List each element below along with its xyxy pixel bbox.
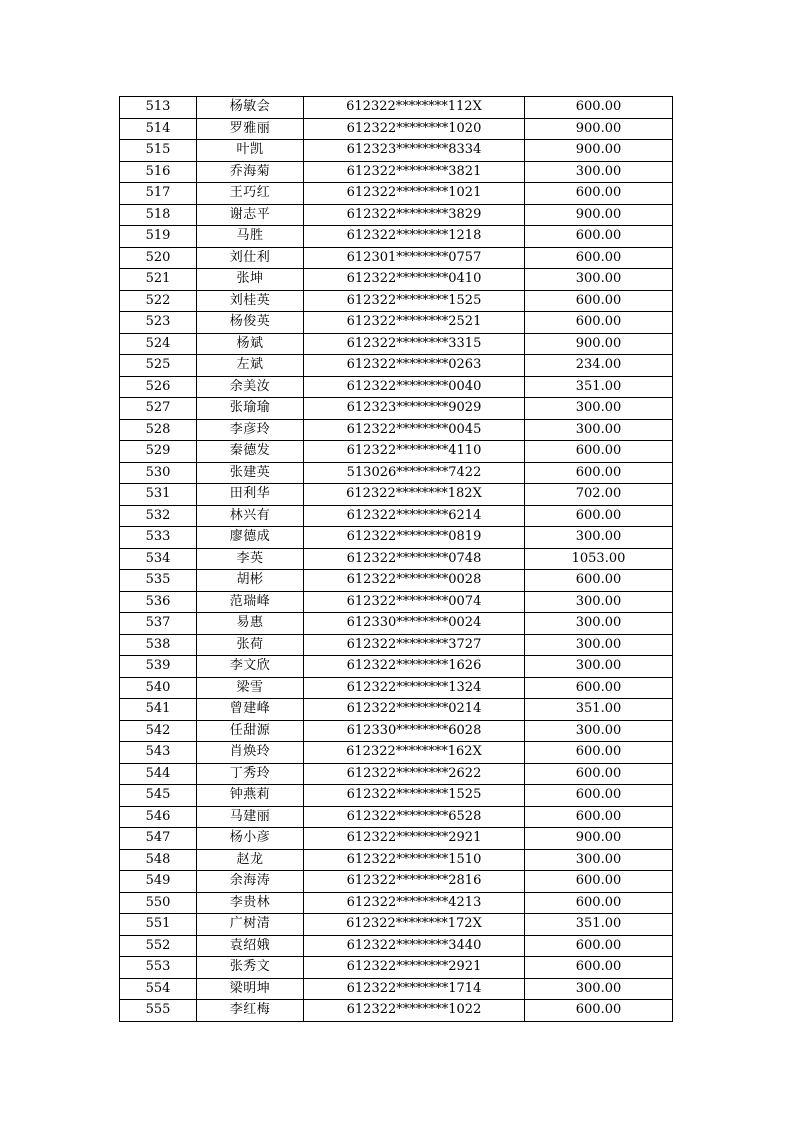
name-cell: 范瑞峰 [197, 591, 304, 613]
amount-cell: 1053.00 [525, 548, 673, 570]
name-cell: 叶凯 [197, 140, 304, 162]
name-cell: 马胜 [197, 226, 304, 248]
name-cell: 袁绍娥 [197, 935, 304, 957]
table-row [120, 935, 673, 957]
id-number-cell: 612322********3821 [304, 161, 525, 183]
id-number-cell: 612322********3440 [304, 935, 525, 957]
serial-number-cell: 540 [120, 677, 197, 699]
id-number-cell: 612322********2921 [304, 828, 525, 850]
name-cell: 李彦玲 [197, 419, 304, 441]
table-row [120, 204, 673, 226]
name-cell: 余海涛 [197, 871, 304, 893]
id-number-cell: 612330********6028 [304, 720, 525, 742]
table-row [120, 97, 673, 119]
amount-cell: 234.00 [525, 355, 673, 377]
serial-number-cell: 531 [120, 484, 197, 506]
table-row [120, 226, 673, 248]
serial-number-cell: 523 [120, 312, 197, 334]
table-row [120, 441, 673, 463]
serial-number-cell: 537 [120, 613, 197, 635]
amount-cell: 300.00 [525, 527, 673, 549]
table-row [120, 806, 673, 828]
amount-cell: 351.00 [525, 699, 673, 721]
serial-number-cell: 546 [120, 806, 197, 828]
id-number-cell: 612322********162X [304, 742, 525, 764]
name-cell: 梁明坤 [197, 978, 304, 1000]
name-cell: 左斌 [197, 355, 304, 377]
id-number-cell: 612322********2521 [304, 312, 525, 334]
table-row [120, 376, 673, 398]
name-cell: 杨俊英 [197, 312, 304, 334]
records-table-body [120, 97, 673, 1022]
serial-number-cell: 526 [120, 376, 197, 398]
id-number-cell: 612323********9029 [304, 398, 525, 420]
table-row [120, 613, 673, 635]
table-row [120, 312, 673, 334]
serial-number-cell: 521 [120, 269, 197, 291]
table-row [120, 871, 673, 893]
amount-cell: 900.00 [525, 828, 673, 850]
amount-cell: 600.00 [525, 505, 673, 527]
table-row [120, 269, 673, 291]
table-row [120, 290, 673, 312]
serial-number-cell: 529 [120, 441, 197, 463]
amount-cell: 600.00 [525, 957, 673, 979]
id-number-cell: 612322********3315 [304, 333, 525, 355]
serial-number-cell: 533 [120, 527, 197, 549]
amount-cell: 300.00 [525, 269, 673, 291]
amount-cell: 702.00 [525, 484, 673, 506]
name-cell: 梁雪 [197, 677, 304, 699]
serial-number-cell: 553 [120, 957, 197, 979]
serial-number-cell: 536 [120, 591, 197, 613]
amount-cell: 600.00 [525, 677, 673, 699]
name-cell: 罗雅丽 [197, 118, 304, 140]
serial-number-cell: 517 [120, 183, 197, 205]
id-number-cell: 612322********1218 [304, 226, 525, 248]
id-number-cell: 612322********0074 [304, 591, 525, 613]
id-number-cell: 612322********1525 [304, 785, 525, 807]
table-row [120, 742, 673, 764]
serial-number-cell: 520 [120, 247, 197, 269]
id-number-cell: 612322********0263 [304, 355, 525, 377]
name-cell: 马建丽 [197, 806, 304, 828]
serial-number-cell: 528 [120, 419, 197, 441]
name-cell: 广树清 [197, 914, 304, 936]
amount-cell: 600.00 [525, 312, 673, 334]
id-number-cell: 612322********4110 [304, 441, 525, 463]
id-number-cell: 612322********1525 [304, 290, 525, 312]
id-number-cell: 612322********6528 [304, 806, 525, 828]
name-cell: 曾建峰 [197, 699, 304, 721]
table-row [120, 763, 673, 785]
serial-number-cell: 552 [120, 935, 197, 957]
amount-cell: 600.00 [525, 290, 673, 312]
name-cell: 胡彬 [197, 570, 304, 592]
amount-cell: 300.00 [525, 613, 673, 635]
id-number-cell: 612322********3727 [304, 634, 525, 656]
serial-number-cell: 530 [120, 462, 197, 484]
amount-cell: 900.00 [525, 118, 673, 140]
name-cell: 李英 [197, 548, 304, 570]
table-row [120, 785, 673, 807]
name-cell: 张荷 [197, 634, 304, 656]
name-cell: 刘仕利 [197, 247, 304, 269]
table-row [120, 677, 673, 699]
name-cell: 王巧红 [197, 183, 304, 205]
table-row [120, 118, 673, 140]
name-cell: 李贵林 [197, 892, 304, 914]
amount-cell: 600.00 [525, 763, 673, 785]
name-cell: 李红梅 [197, 1000, 304, 1022]
table-row [120, 183, 673, 205]
table-row [120, 140, 673, 162]
name-cell: 秦德发 [197, 441, 304, 463]
name-cell: 肖焕玲 [197, 742, 304, 764]
id-number-cell: 612322********4213 [304, 892, 525, 914]
serial-number-cell: 547 [120, 828, 197, 850]
records-table [119, 96, 673, 1022]
id-number-cell: 612322********0410 [304, 269, 525, 291]
serial-number-cell: 543 [120, 742, 197, 764]
table-row [120, 849, 673, 871]
table-row [120, 161, 673, 183]
table-row [120, 527, 673, 549]
id-number-cell: 612322********0040 [304, 376, 525, 398]
id-number-cell: 612322********172X [304, 914, 525, 936]
name-cell: 李文欣 [197, 656, 304, 678]
id-number-cell: 612301********0757 [304, 247, 525, 269]
id-number-cell: 612322********0819 [304, 527, 525, 549]
table-row [120, 699, 673, 721]
table-row [120, 591, 673, 613]
serial-number-cell: 515 [120, 140, 197, 162]
table-row [120, 828, 673, 850]
amount-cell: 351.00 [525, 914, 673, 936]
serial-number-cell: 534 [120, 548, 197, 570]
serial-number-cell: 551 [120, 914, 197, 936]
serial-number-cell: 554 [120, 978, 197, 1000]
amount-cell: 300.00 [525, 419, 673, 441]
table-row [120, 634, 673, 656]
table-row [120, 892, 673, 914]
id-number-cell: 612322********2622 [304, 763, 525, 785]
table-row [120, 957, 673, 979]
id-number-cell: 612322********182X [304, 484, 525, 506]
name-cell: 杨斌 [197, 333, 304, 355]
table-row [120, 548, 673, 570]
name-cell: 张瑜瑜 [197, 398, 304, 420]
table-row [120, 978, 673, 1000]
amount-cell: 600.00 [525, 935, 673, 957]
id-number-cell: 612322********0045 [304, 419, 525, 441]
serial-number-cell: 524 [120, 333, 197, 355]
amount-cell: 900.00 [525, 204, 673, 226]
id-number-cell: 612322********1626 [304, 656, 525, 678]
amount-cell: 600.00 [525, 785, 673, 807]
serial-number-cell: 538 [120, 634, 197, 656]
amount-cell: 600.00 [525, 806, 673, 828]
amount-cell: 900.00 [525, 140, 673, 162]
table-row [120, 720, 673, 742]
id-number-cell: 612330********0024 [304, 613, 525, 635]
amount-cell: 600.00 [525, 247, 673, 269]
amount-cell: 300.00 [525, 398, 673, 420]
id-number-cell: 612322********112X [304, 97, 525, 119]
id-number-cell: 513026********7422 [304, 462, 525, 484]
amount-cell: 900.00 [525, 333, 673, 355]
serial-number-cell: 545 [120, 785, 197, 807]
serial-number-cell: 544 [120, 763, 197, 785]
amount-cell: 600.00 [525, 226, 673, 248]
name-cell: 赵龙 [197, 849, 304, 871]
name-cell: 刘桂英 [197, 290, 304, 312]
amount-cell: 600.00 [525, 570, 673, 592]
table-row [120, 398, 673, 420]
serial-number-cell: 555 [120, 1000, 197, 1022]
serial-number-cell: 525 [120, 355, 197, 377]
amount-cell: 600.00 [525, 892, 673, 914]
table-row [120, 1000, 673, 1022]
serial-number-cell: 518 [120, 204, 197, 226]
amount-cell: 300.00 [525, 161, 673, 183]
amount-cell: 300.00 [525, 849, 673, 871]
id-number-cell: 612322********1021 [304, 183, 525, 205]
name-cell: 乔海菊 [197, 161, 304, 183]
table-row [120, 505, 673, 527]
name-cell: 任甜源 [197, 720, 304, 742]
table-row [120, 419, 673, 441]
serial-number-cell: 539 [120, 656, 197, 678]
table-row [120, 484, 673, 506]
amount-cell: 300.00 [525, 720, 673, 742]
name-cell: 张秀文 [197, 957, 304, 979]
serial-number-cell: 514 [120, 118, 197, 140]
id-number-cell: 612322********2816 [304, 871, 525, 893]
id-number-cell: 612322********6214 [304, 505, 525, 527]
id-number-cell: 612322********1510 [304, 849, 525, 871]
name-cell: 杨小彦 [197, 828, 304, 850]
id-number-cell: 612322********1324 [304, 677, 525, 699]
name-cell: 余美汝 [197, 376, 304, 398]
amount-cell: 300.00 [525, 591, 673, 613]
name-cell: 张建英 [197, 462, 304, 484]
name-cell: 丁秀玲 [197, 763, 304, 785]
table-row [120, 656, 673, 678]
amount-cell: 600.00 [525, 742, 673, 764]
amount-cell: 600.00 [525, 871, 673, 893]
id-number-cell: 612322********1022 [304, 1000, 525, 1022]
serial-number-cell: 522 [120, 290, 197, 312]
table-row [120, 247, 673, 269]
table-row [120, 914, 673, 936]
amount-cell: 600.00 [525, 441, 673, 463]
name-cell: 林兴有 [197, 505, 304, 527]
name-cell: 谢志平 [197, 204, 304, 226]
amount-cell: 351.00 [525, 376, 673, 398]
amount-cell: 600.00 [525, 183, 673, 205]
serial-number-cell: 513 [120, 97, 197, 119]
name-cell: 钟燕莉 [197, 785, 304, 807]
name-cell: 杨敏会 [197, 97, 304, 119]
name-cell: 田利华 [197, 484, 304, 506]
serial-number-cell: 516 [120, 161, 197, 183]
serial-number-cell: 535 [120, 570, 197, 592]
id-number-cell: 612322********0748 [304, 548, 525, 570]
table-row [120, 462, 673, 484]
id-number-cell: 612322********0214 [304, 699, 525, 721]
serial-number-cell: 519 [120, 226, 197, 248]
serial-number-cell: 549 [120, 871, 197, 893]
serial-number-cell: 527 [120, 398, 197, 420]
id-number-cell: 612322********3829 [304, 204, 525, 226]
amount-cell: 300.00 [525, 656, 673, 678]
id-number-cell: 612322********0028 [304, 570, 525, 592]
amount-cell: 600.00 [525, 97, 673, 119]
serial-number-cell: 542 [120, 720, 197, 742]
name-cell: 廖德成 [197, 527, 304, 549]
id-number-cell: 612322********1714 [304, 978, 525, 1000]
table-row [120, 570, 673, 592]
name-cell: 张坤 [197, 269, 304, 291]
name-cell: 易惠 [197, 613, 304, 635]
table-row [120, 355, 673, 377]
serial-number-cell: 532 [120, 505, 197, 527]
id-number-cell: 612323********8334 [304, 140, 525, 162]
amount-cell: 300.00 [525, 978, 673, 1000]
amount-cell: 600.00 [525, 1000, 673, 1022]
amount-cell: 300.00 [525, 634, 673, 656]
id-number-cell: 612322********1020 [304, 118, 525, 140]
table-row [120, 333, 673, 355]
serial-number-cell: 548 [120, 849, 197, 871]
id-number-cell: 612322********2921 [304, 957, 525, 979]
serial-number-cell: 550 [120, 892, 197, 914]
serial-number-cell: 541 [120, 699, 197, 721]
amount-cell: 600.00 [525, 462, 673, 484]
